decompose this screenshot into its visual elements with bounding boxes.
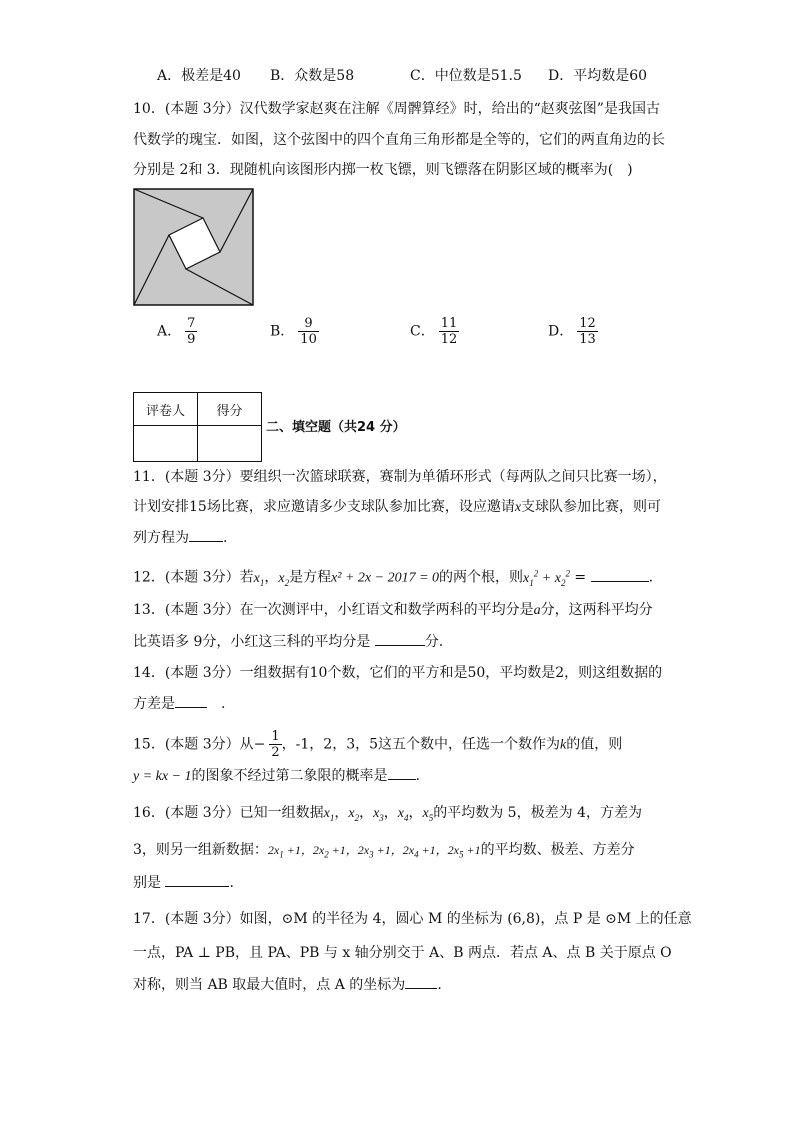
q15-text-line2: y = kx − 1的图象不经过第二象限的概率是 . — [133, 765, 420, 787]
score-table-grader-cell — [134, 426, 198, 462]
q13-answer-blank — [375, 631, 425, 646]
q13-text-line2: 比英语多 9分，小红这三科的平均分是 分. — [133, 631, 443, 652]
score-table-score-header: 得分 — [198, 393, 262, 426]
q14-text-line2: 方差是 . — [133, 693, 225, 714]
q14-answer-blank — [175, 693, 207, 708]
q16-text-line3: 别是 . — [133, 872, 234, 893]
q9-option-d: D．平均数是60 — [548, 68, 648, 84]
q11-answer-blank — [189, 527, 223, 542]
q10-option-d: D． $\frac{12}{13}$ — [548, 316, 596, 347]
q10-text-line1: 10．(本题 3分）汉代数学家赵爽在注解《周髀算经》时，给出的“赵爽弦图”是我国古 — [133, 101, 660, 117]
score-table-grader-header: 评卷人 — [134, 393, 198, 426]
q10-option-b: B． $\frac{9}{10}$ — [270, 316, 317, 347]
q9-option-a: A．极差是40 — [157, 68, 241, 84]
q10-option-c: C． $\frac{11}{12}$ — [410, 316, 458, 347]
q16-text-line2: 3，则另一组新数据：$2x_1 +1$，$2x_2 +1$，$2x_3 +1$，$2x_4 +1$，$2x_5 +1$的平均数、极差、方差分 — [133, 842, 635, 860]
zhao-shuang-chord-diagram — [133, 188, 254, 306]
section-2-title: 二、填空题（共24 分） — [266, 420, 406, 435]
q15-answer-blank — [388, 765, 416, 780]
q16-answer-blank — [165, 872, 229, 887]
q10-text-line2: 代数学的瑰宝．如图，这个弦图中的四个直角三角形都是全等的，它们的两直角边的长 — [133, 132, 665, 148]
q16-text-line1: 16．(本题 3分）已知一组数据$x_1$，$x_2$，$x_3$，$x_4$，$x_5$的平均数为 5，极差为 4，方差为 — [133, 805, 642, 823]
q17-text-line1: 17．(本题 3分）如图，⊙M 的半径为 4，圆心 M 的坐标为 (6,8)，点 P 是 ⊙M 上的任意 — [133, 911, 692, 927]
q13-text-line1: 13．(本题 3分）在一次测评中，小红语文和数学两科的平均分是a分，这两科平均分 — [133, 602, 653, 618]
q11-text-line2: 计划安排15场比赛，求应邀请多少支球队参加比赛，设应邀请x支球队参加比赛，则可 — [133, 499, 662, 515]
score-table — [133, 392, 262, 462]
q17-text-line2: 一点，PA ⊥ PB，且 PA、PB 与 x 轴分别交于 A、B 两点．若点 A、点 B 关于原点 O — [133, 945, 672, 961]
q14-text-line1: 14．(本题 3分）一组数据有10个数，它们的平方和是50，平均数是2，则这组数据的 — [133, 665, 663, 681]
q12-answer-blank — [591, 567, 649, 582]
q9-option-c: C．中位数是51.5 — [410, 68, 522, 84]
q15-text-line1: 15．(本题 3分）从− $\frac{1}{2}$ ，-1，2，3，5这五个数中，任选一个数作为k的值，则 — [133, 729, 623, 760]
q17-answer-blank — [405, 974, 437, 989]
q11-text-line1: 11．(本题 3分）要组织一次篮球联赛，赛制为单循环形式（每两队之间只比赛一场）， — [133, 469, 667, 485]
q10-text-line3: 分别是 2和 3．现随机向该图形内掷一枚飞镖，则飞镖落在阴影区域的概率为( ) — [133, 162, 633, 178]
q9-option-b: B．众数是58 — [270, 68, 355, 84]
q11-text-line3: 列方程为 . — [133, 527, 227, 548]
q12-text: 12．(本题 3分）若$x_1$，$x_2$是方程x² + 2x − 2017 = 0的两个根，则$x_1^2 + x_2^2$ = . — [133, 568, 654, 588]
q17-text-line3: 对称，则当 AB 取最大值时，点 A 的坐标为 . — [133, 974, 442, 995]
q10-option-a: A． $\frac{7}{9}$ — [157, 316, 196, 347]
score-table-score-cell — [198, 426, 262, 462]
